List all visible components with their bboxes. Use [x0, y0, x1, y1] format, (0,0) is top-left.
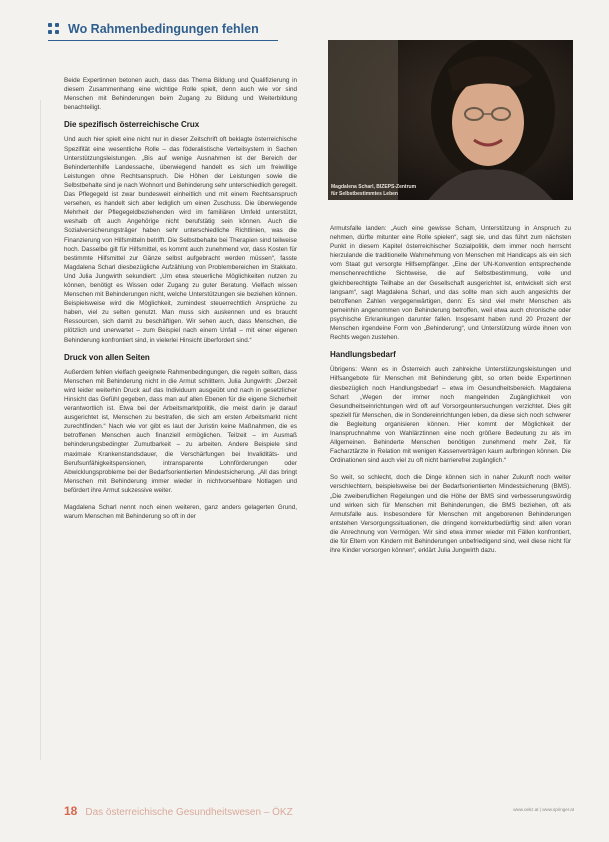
portrait-illustration: [328, 40, 573, 200]
header-rule: [48, 40, 278, 41]
section-title: Wo Rahmenbedingungen fehlen: [68, 22, 259, 36]
paragraph-crux: Und auch hier spielt eine nicht nur in dieser Zeitschrift oft beklagte österreichische Spezifität eine wesentliche Rolle – das föderalistische Verteilsystem in Sachen Unterstützungsleistungen. „Bis auf wenige Ausnahmen ist der Bereich der Behindertenhilfe Landessache, überwiegend handelt es sich um freiwillige Leistungen ohne Rechtsanspruch. Die Höhen der Leistungen sowie die Selbstbehalte sind je nach Wohnort und Behinderung sehr unterschiedlich geregelt. Das Pflegegeld ist zwar bundesweit einheitlich und mit einem Rechtsanspruch versehen, es handelt sich aber lediglich um einen Zuschuss. Die überwiegende Mehrheit der Pflegegeldbeziehenden wird im familiären Umfeld unterstützt, weshalb oft auch Angehörige nicht berufstätig sein können. Auch die Sozialversicherungsträger haben sehr unterschiedliche Richtlinien, was die Finanzierung von Hilfsmitteln betrifft. Die Selbstbehalte bei Therapien sind teilweise hoch. Dasselbe gilt für Hilfsmittel, es kommt auch zunehmend vor, dass Kosten für bestimmte Hilfsmittel zur Gänze selbst aufgebracht werden müssen“, fasste Magdalena Scharl diesbezügliche Aufzählung von Problembereichen im Stakkato. Und Julia Jungwirth sekundiert: „Um etwa steuerliche Möglichkeiten nutzen zu können, benötigt es Wissen oder Zugang zu guter Beratung. Vielfach wissen Menschen mit Behinderungen nicht, welche Unterstützungen sie beziehen können. Beispielsweise wird die Möglichkeit, zumindest steuerrechtlich Ansprüche zu haben, viel zu selten genutzt. Man muss sich auskennen und es braucht Ressourcen, sich damit zu beschäftigen. Wir sehen auch, dass Menschen, die plötzlich und unerwartet – zum Beispiel nach einem Unfall – mit einer eigenen Behinderung konfrontiert sind, in vielerlei Hinsicht überfordert sind.“: [64, 136, 297, 344]
intro-paragraph: Beide Expertinnen betonen auch, dass das Thema Bildung und Qualifizierung in diesem Zusammenhang eine wichtige Rolle spielt, denn auch wie vor sind Menschen mit Behinderungen beim Zugang zu Bildung und Weiterbildung benachteiligt.: [64, 77, 297, 112]
portrait-photo: [328, 40, 573, 200]
section-grid-icon: [48, 23, 60, 35]
paragraph-armutsfalle: Armutsfalle landen: „Auch eine gewisse Scham, Unterstützung in Anspruch zu nehmen, dürfte mitunter eine Rolle spielen“, sagt sie, und das führt zum nächsten Punkt in diesem Kapitel österreichischer Sozialpolitik, dem immer noch herrscht hierzulande die traditionelle Wahrnehmung von Menschen mit Handicaps als ein sich vom Staat gut versorgte Hilfsempfänger. „Eine der UN-Konvention entsprechende menschenrechtliche Sichtweise, die auf Selbstbestimmung, volle und gleichberechtigte Teilhabe an der Gesellschaft ausgerichtet ist, entwickelt sich erst langsam“, sagt Magdalena Scharl, und das sollte man sich auch angesichts der betroffenen Zahlen vergegenwärtigen, denn: Es sind viel mehr Menschen als gemeinhin angenommen von Behinderung betroffen, weil etwa auch chronische oder psychische Erkrankungen darunter fallen. Insgesamt haben rund 20 Prozent der Menschen irgendeine Form von „Behinderung“, und Unterstützung würde ihnen von Rechts wegen zustehen.: [330, 225, 571, 342]
page-footer: [64, 804, 584, 818]
paragraph-bms: So weit, so schlecht, doch die Dinge können sich in naher Zukunft noch weiter verschlechtern, beispielsweise bei der Bedarfsorientierten Mindestsicherung (BMS). „Die zweiberuflichen Regelungen und die Höhe der BMS sind verbesserungswürdig und wirken sich für Menschen mit Behinderungen, die BMS beziehen, oft als Armutsfalle aus. Insbesondere für Menschen mit angeborenen Behinderungen entstehen Versorgungssituationen, die dringend korrekturbedürftig sind: allen voran die Anrechnung von Vermögen. Wir sind etwa immer wieder mit Fällen konfrontiert, die für Eltern von Kindern mit Behinderungen unbefriedigend sind, weil diese nicht für ihre Kinder vorsorgen können“, erklärt Julia Jungwirth dazu.: [330, 474, 571, 555]
footer-website: www.oekz.at | www.springer.at: [513, 807, 574, 812]
left-column: [64, 76, 297, 529]
paragraph-druck: Außerdem fehlen vielfach geeignete Rahmenbedingungen, die regeln sollten, dass Menschen mit Behinderung nicht in die Armut schlittern. Julia Jungwirth: „Derzeit wird leider weiterhin Druck auf das Individuum ausgeübt und nach in gesetzlicher Hinsicht das Gefühl gegeben, dass man auf allen Ebenen für die eigene Sicherheit verantwortlich ist. Etwa bei der Arbeitsmarktpolitik, die meist darin je darauf ausgerichtet ist, Menschen zu bestrafen, die sich am ersten Arbeitsmarkt nicht zurechtfinden.“ Nach wie vor gibt es laut der Juristin keine Maßnahmen, die es betroffenen Menschen auch finanziell ermöglichen. Teilzeit – im Ausmaß behinderungsbedingter Zumutbarkeit – zu arbeiten. Andere Beispiele sind maximale Krankenstandsdauer, die Verschärfungen bei Invaliditäts- und Berufsunfähigkeitspensionen, intransparente Lohnförderungen oder Abwicklungsprobleme bei der Bedarfsorientierten Mindestsicherung. „All das bringt Menschen mit Behinderung immer wieder in nichtvorsehbare Notlagen und befördert ihre Armut sukzessive weiter.: [64, 368, 297, 494]
heading-druck: Druck von allen Seiten: [64, 352, 150, 362]
paragraph-handlungsbedarf: Übrigens: Wenn es in Österreich auch zahlreiche Unterstützungsleistungen und Hilfsangebote für Menschen mit Behinderung gibt, so orten beide Expertinnen diesbezüglich noch Handlungsbedarf – etwa im Gesundheitsbereich. Magdalena Scharl: „Wegen der immer noch mangelnden Zugänglichkeit von Gesundheitseinrichtungen wird oft auf Vorsorgeuntersuchungen verzichtet. Dies gilt speziell für Menschen, die in Sondereinrichtungen leben, da diese sich noch schwerer die Begleitung organisieren können. Hier kommt der Möglichkeit der Inanspruchnahme von Wahlärztinnen eine noch größere Bedeutung zu als im Allgemeinen. Behinderte Menschen benötigen zunehmend mehr Zeit, für Facharztärzte in Relation mit wenigen Kassenverträgen kaum aufbringen können. Die Ordinationen sind auch viel zu oft nicht barrierefrei zugänglich.“: [330, 366, 571, 465]
page-number: 18: [64, 804, 78, 818]
photo-caption: Magdalena Scharl, BIZEPS-Zentrum für Selbstbestimmtes Leben: [331, 184, 417, 197]
paragraph-scharl: Magdalena Scharl nennt noch einen weiteren, ganz anders gelagerten Grund, warum Menschen mit Behinderung so oft in der: [64, 504, 297, 521]
heading-crux: Die spezifisch österreichische Crux: [64, 120, 200, 130]
margin-line: [40, 100, 41, 760]
section-header: [48, 18, 278, 40]
heading-handlungsbedarf: Handlungsbedarf: [330, 350, 396, 360]
right-column: [330, 224, 571, 563]
footer-journal-title: Das österreichische Gesundheitswesen – ÖKZ: [85, 807, 293, 818]
